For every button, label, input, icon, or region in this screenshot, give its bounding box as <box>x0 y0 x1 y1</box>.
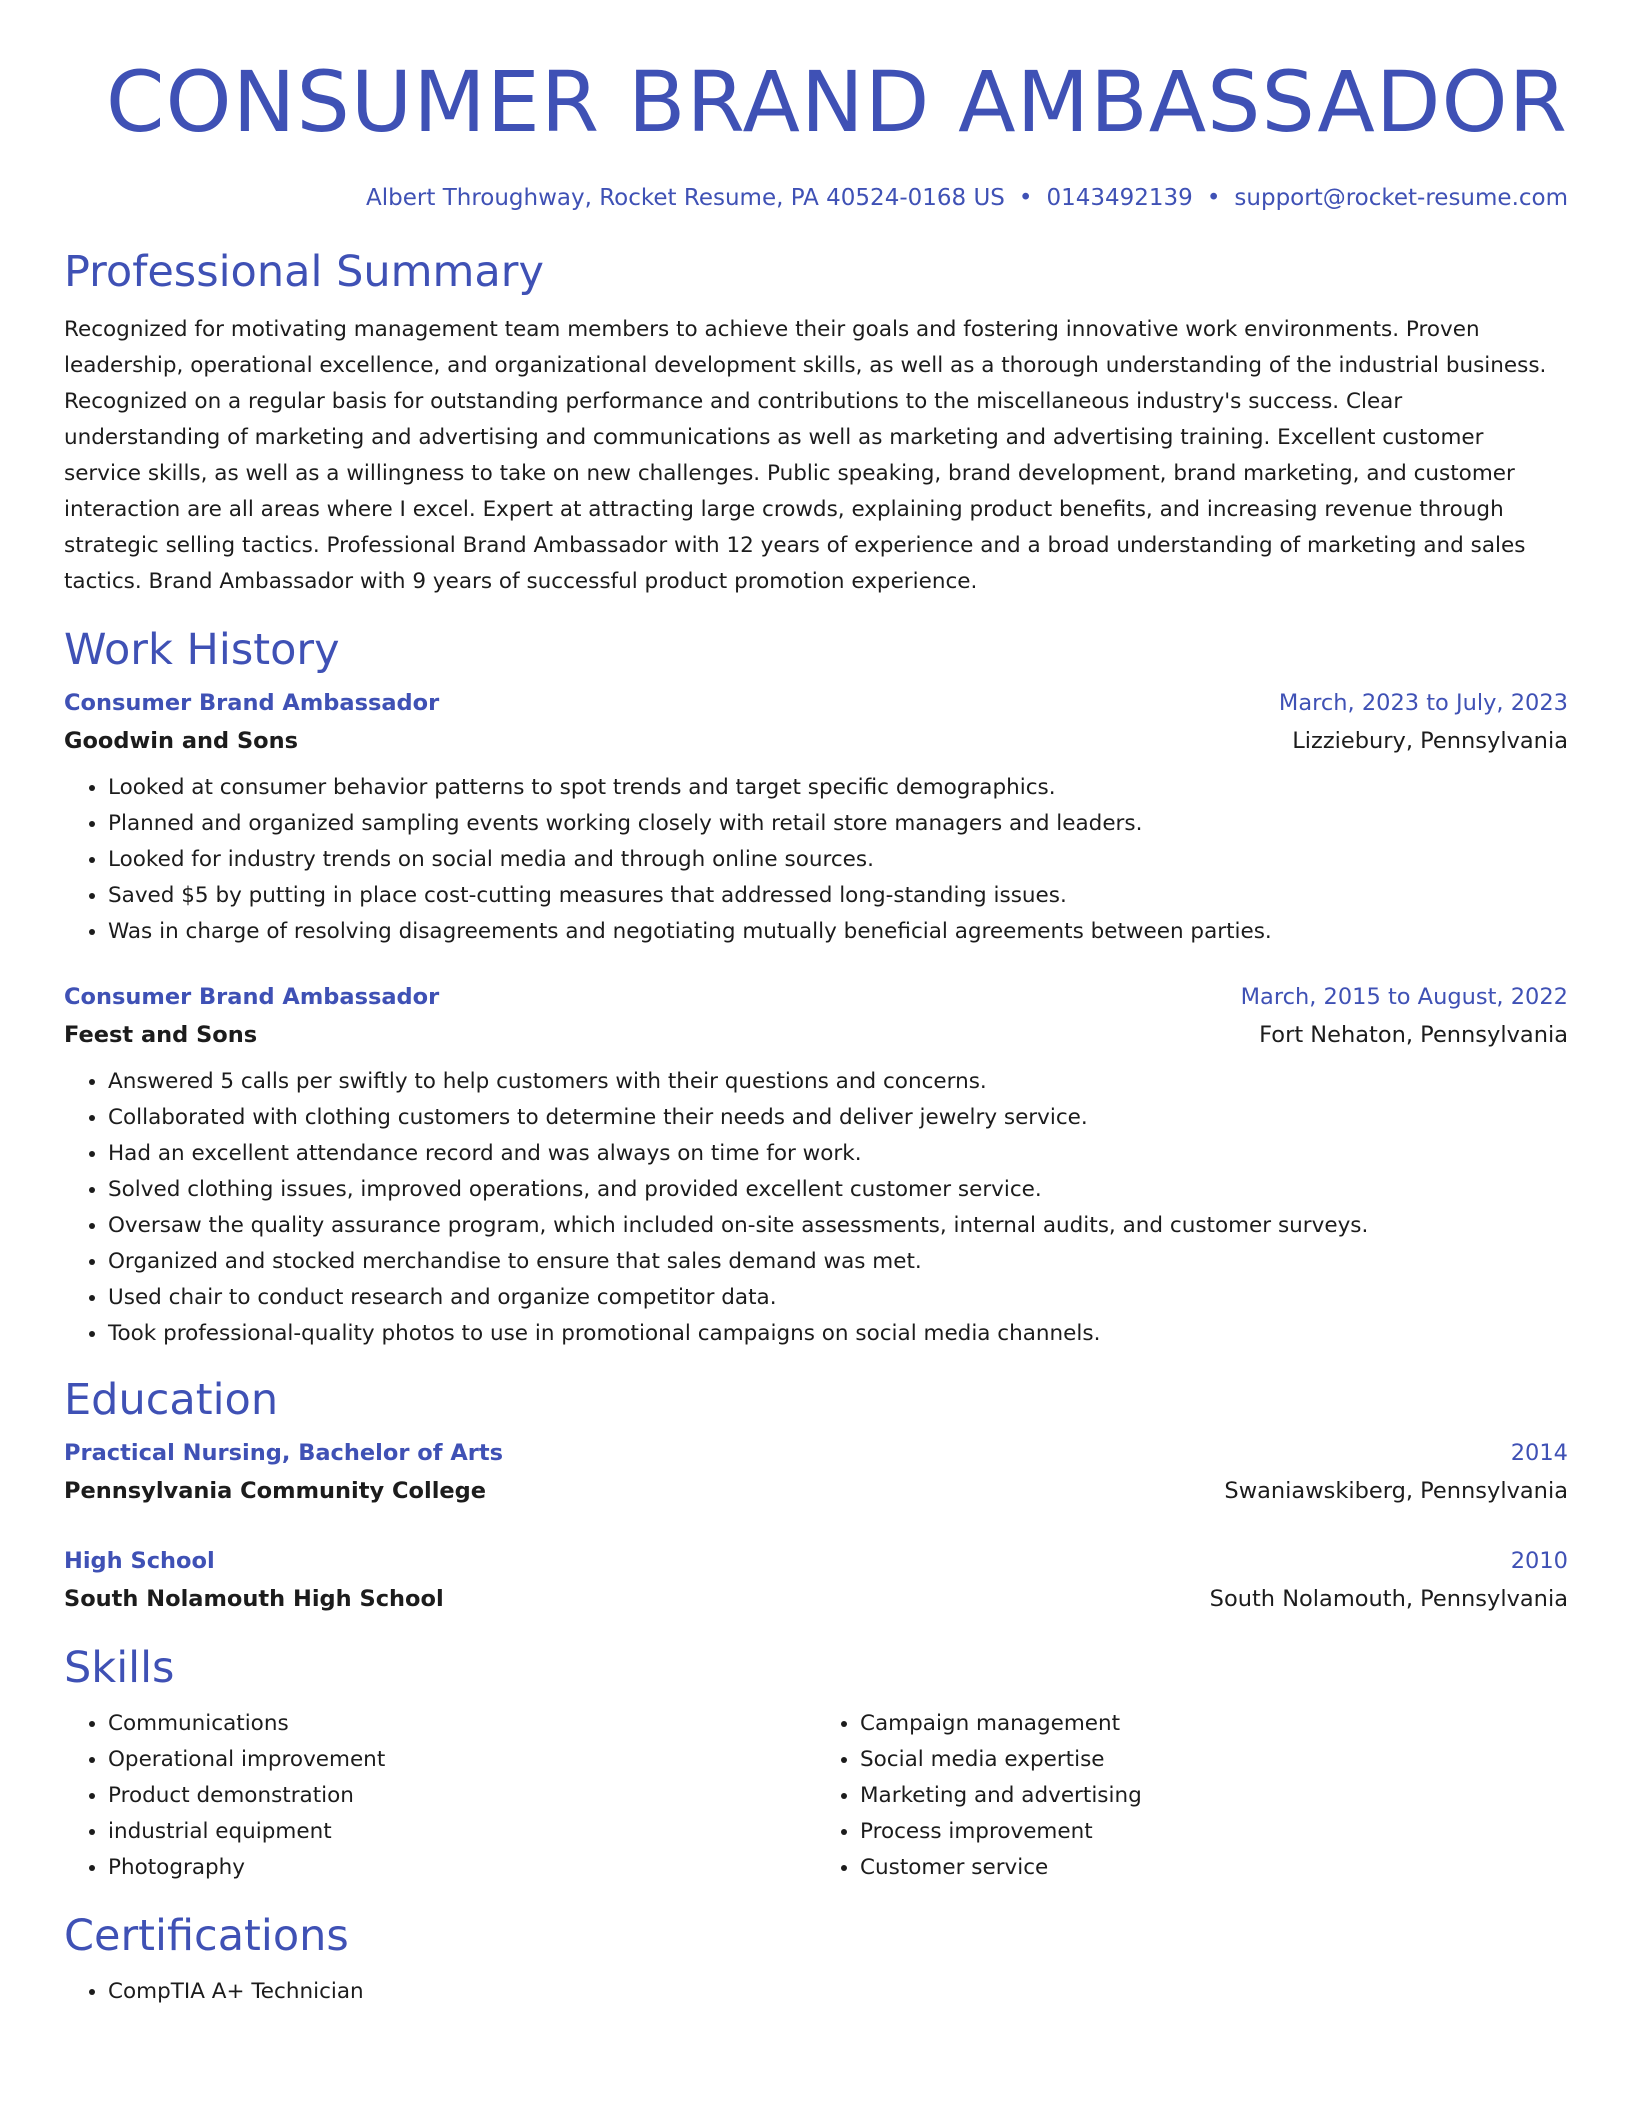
school-name: Pennsylvania Community College <box>64 1478 487 1504</box>
certifications-list <box>64 1974 1568 2010</box>
job-title: Consumer Brand Ambassador <box>64 690 440 716</box>
skills-column-right <box>816 1706 1568 1886</box>
list-item: • Answered 5 calls per swiftly to help customers with their questions and concerns. <box>108 1064 1568 1100</box>
list-item: • Operational improvement <box>108 1742 816 1778</box>
job-bullets <box>64 1064 1568 1352</box>
list-item: • Process improvement <box>860 1814 1568 1850</box>
list-item: • industrial equipment <box>108 1814 816 1850</box>
list-item: • Photography <box>108 1850 816 1886</box>
list-item: • Had an excellent attendance record and was always on time for work. <box>108 1136 1568 1172</box>
skills-heading: Skills <box>64 1643 175 1693</box>
contact-separator: • <box>1018 185 1033 211</box>
list-item: • Product demonstration <box>108 1778 816 1814</box>
work-history-heading: Work History <box>64 625 340 675</box>
list-item: • Marketing and advertising <box>860 1778 1568 1814</box>
certifications-heading: Certifications <box>64 1911 349 1961</box>
list-item: • Communications <box>108 1706 816 1742</box>
list-item: • Collaborated with clothing customers to determine their needs and deliver jewelry service. <box>108 1100 1568 1136</box>
list-item: • Oversaw the quality assurance program, which included on-site assessments, internal audits, and customer surveys. <box>108 1208 1568 1244</box>
school-name: South Nolamouth High School <box>64 1586 444 1612</box>
job-location: Lizziebury, Pennsylvania <box>1292 728 1568 754</box>
contact-address: Albert Throughway, Rocket Resume, PA 40524-0168 US <box>366 185 1005 211</box>
job-entry <box>64 684 1568 950</box>
education-year: 2010 <box>1510 1548 1568 1574</box>
job-title: Consumer Brand Ambassador <box>64 984 440 1010</box>
job-dates: March, 2015 to August, 2022 <box>1240 984 1568 1010</box>
list-item: • Saved $5 by putting in place cost-cutting measures that addressed long-standing issues. <box>108 878 1568 914</box>
job-location: Fort Nehaton, Pennsylvania <box>1259 1022 1568 1048</box>
job-employer: Goodwin and Sons <box>64 728 299 754</box>
contact-phone: 0143492139 <box>1046 185 1193 211</box>
list-item: • Looked at consumer behavior patterns to spot trends and target specific demographics. <box>108 770 1568 806</box>
list-item: • CompTIA A+ Technician <box>108 1974 1568 2010</box>
job-bullets <box>64 770 1568 950</box>
summary-text: Recognized for motivating management team members to achieve their goals and fostering innovative work environments. Proven leadership, operational excellence, and organizational development skills, as well as a thorough understanding of the industrial business. Recognized on a regular basis for outstanding performance and contributions to the miscellaneous industry's success. Clear understanding of marketing and advertising and communications as well as marketing and advertising training. Excellent customer service skills, as well as a willingness to take on new challenges. Public speaking, brand development, brand marketing, and customer interaction are all areas where I excel. Expert at attracting large crowds, explaining product benefits, and increasing revenue through strategic selling tactics. Professional Brand Ambassador with 12 years of experience and a broad understanding of marketing and sales tactics. Brand Ambassador with 9 years of successful product promotion experience. <box>64 317 1547 594</box>
contact-line <box>64 178 1568 218</box>
list-item: • Was in charge of resolving disagreements and negotiating mutually beneficial agreements between parties. <box>108 914 1568 950</box>
job-entry <box>64 978 1568 1352</box>
list-item: • Campaign management <box>860 1706 1568 1742</box>
contact-separator: • <box>1206 185 1221 211</box>
list-item: • Looked for industry trends on social media and through online sources. <box>108 842 1568 878</box>
job-employer: Feest and Sons <box>64 1022 258 1048</box>
school-location: South Nolamouth, Pennsylvania <box>1209 1586 1568 1612</box>
contact-email[interactable]: support@rocket-resume.com <box>1234 185 1568 211</box>
job-dates: March, 2023 to July, 2023 <box>1278 690 1568 716</box>
degree: Practical Nursing, Bachelor of Arts <box>64 1440 503 1466</box>
summary-heading: Professional Summary <box>64 247 544 297</box>
education-year: 2014 <box>1510 1440 1568 1466</box>
degree: High School <box>64 1548 215 1574</box>
list-item: • Customer service <box>860 1850 1568 1886</box>
education-entry <box>64 1542 1568 1618</box>
list-item: • Social media expertise <box>860 1742 1568 1778</box>
resume-title: CONSUMER BRAND AMBASSADOR <box>105 53 1568 151</box>
list-item: • Solved clothing issues, improved operations, and provided excellent customer service. <box>108 1172 1568 1208</box>
list-item: • Planned and organized sampling events working closely with retail store managers and leaders. <box>108 806 1568 842</box>
list-item: • Used chair to conduct research and organize competitor data. <box>108 1280 1568 1316</box>
skills-column-left <box>64 1706 816 1886</box>
education-heading: Education <box>64 1375 279 1425</box>
school-location: Swaniawskiberg, Pennsylvania <box>1224 1478 1568 1504</box>
list-item: • Took professional-quality photos to use in promotional campaigns on social media channels. <box>108 1316 1568 1352</box>
education-entry <box>64 1434 1568 1510</box>
list-item: • Organized and stocked merchandise to ensure that sales demand was met. <box>108 1244 1568 1280</box>
skills-list <box>64 1706 1568 1886</box>
